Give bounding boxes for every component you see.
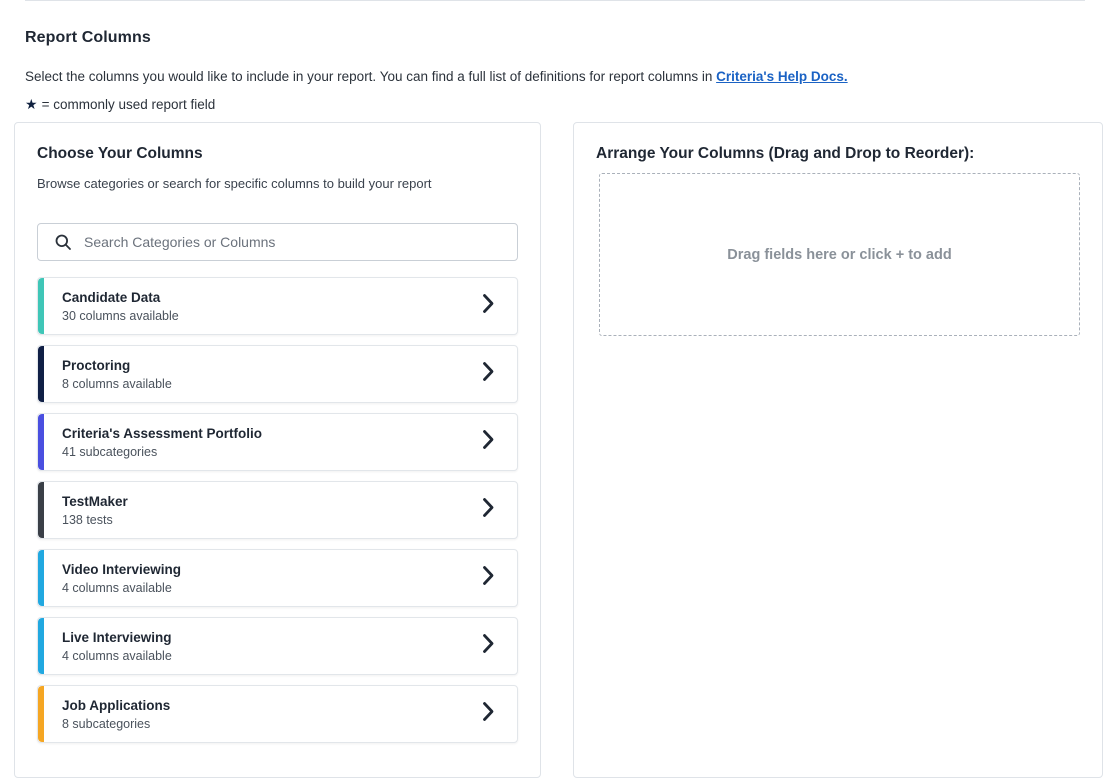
- chevron-right-icon[interactable]: [482, 702, 495, 727]
- chevron-right-icon[interactable]: [482, 362, 495, 387]
- category-name: Job Applications: [62, 697, 171, 713]
- category-meta: 4 columns available: [62, 580, 172, 595]
- choose-columns-panel: [14, 122, 541, 778]
- category-card-candidate-data[interactable]: [37, 277, 518, 335]
- column-dropzone[interactable]: [599, 173, 1080, 336]
- chevron-right-icon[interactable]: [482, 430, 495, 455]
- category-accent-bar: [38, 550, 44, 606]
- category-meta: 138 tests: [62, 512, 113, 527]
- category-text: [38, 697, 170, 732]
- page-description-text: Select the columns you would like to include in your report. You can find a full list of definitions for report columns in: [25, 69, 717, 84]
- dropzone-placeholder: Drag fields here or click + to add: [727, 246, 952, 263]
- category-text: [38, 561, 181, 596]
- category-name: Candidate Data: [62, 289, 161, 305]
- category-meta: 4 columns available: [62, 648, 172, 663]
- page-title: Report Columns: [25, 29, 151, 46]
- category-accent-bar: [38, 686, 44, 742]
- legend-label: = commonly used report field: [41, 97, 216, 112]
- arrange-columns-panel: [573, 122, 1103, 778]
- choose-columns-heading: Choose Your Columns: [37, 145, 203, 162]
- category-name: Proctoring: [62, 357, 131, 373]
- search-icon: [54, 233, 72, 251]
- category-meta: 30 columns available: [62, 308, 179, 323]
- category-text: [38, 357, 172, 392]
- top-divider: [25, 0, 1085, 1]
- category-name: Criteria's Assessment Portfolio: [62, 425, 263, 441]
- category-text: [38, 289, 179, 324]
- category-card-video-interviewing[interactable]: [37, 549, 518, 607]
- category-accent-bar: [38, 278, 44, 334]
- category-card-criterias-assessment-portfolio[interactable]: [37, 413, 518, 471]
- chevron-right-icon[interactable]: [482, 566, 495, 591]
- chevron-right-icon[interactable]: [482, 294, 495, 319]
- category-text: [38, 493, 128, 528]
- category-text: [38, 425, 262, 460]
- legend: [25, 97, 215, 112]
- category-name: TestMaker: [62, 493, 128, 509]
- star-icon: ★: [25, 95, 38, 112]
- category-meta: 8 subcategories: [62, 716, 151, 731]
- category-accent-bar: [38, 414, 44, 470]
- search-input[interactable]: [82, 233, 507, 251]
- category-accent-bar: [38, 346, 44, 402]
- category-name: Live Interviewing: [62, 629, 172, 645]
- help-docs-link[interactable]: Criteria's Help Docs.: [716, 69, 848, 84]
- category-name: Video Interviewing: [62, 561, 182, 577]
- category-accent-bar: [38, 482, 44, 538]
- category-list: [37, 277, 518, 753]
- category-card-live-interviewing[interactable]: [37, 617, 518, 675]
- category-card-testmaker[interactable]: [37, 481, 518, 539]
- category-meta: 8 columns available: [62, 376, 172, 391]
- search-categories-box[interactable]: [37, 223, 518, 261]
- category-card-proctoring[interactable]: [37, 345, 518, 403]
- chevron-right-icon[interactable]: [482, 498, 495, 523]
- choose-columns-subheading: Browse categories or search for specific columns to build your report: [37, 176, 432, 191]
- chevron-right-icon[interactable]: [482, 634, 495, 659]
- category-accent-bar: [38, 618, 44, 674]
- category-meta: 41 subcategories: [62, 444, 158, 459]
- category-text: [38, 629, 172, 664]
- category-card-job-applications[interactable]: [37, 685, 518, 743]
- arrange-columns-heading: Arrange Your Columns (Drag and Drop to Reorder):: [596, 145, 975, 162]
- page-description: [25, 69, 848, 84]
